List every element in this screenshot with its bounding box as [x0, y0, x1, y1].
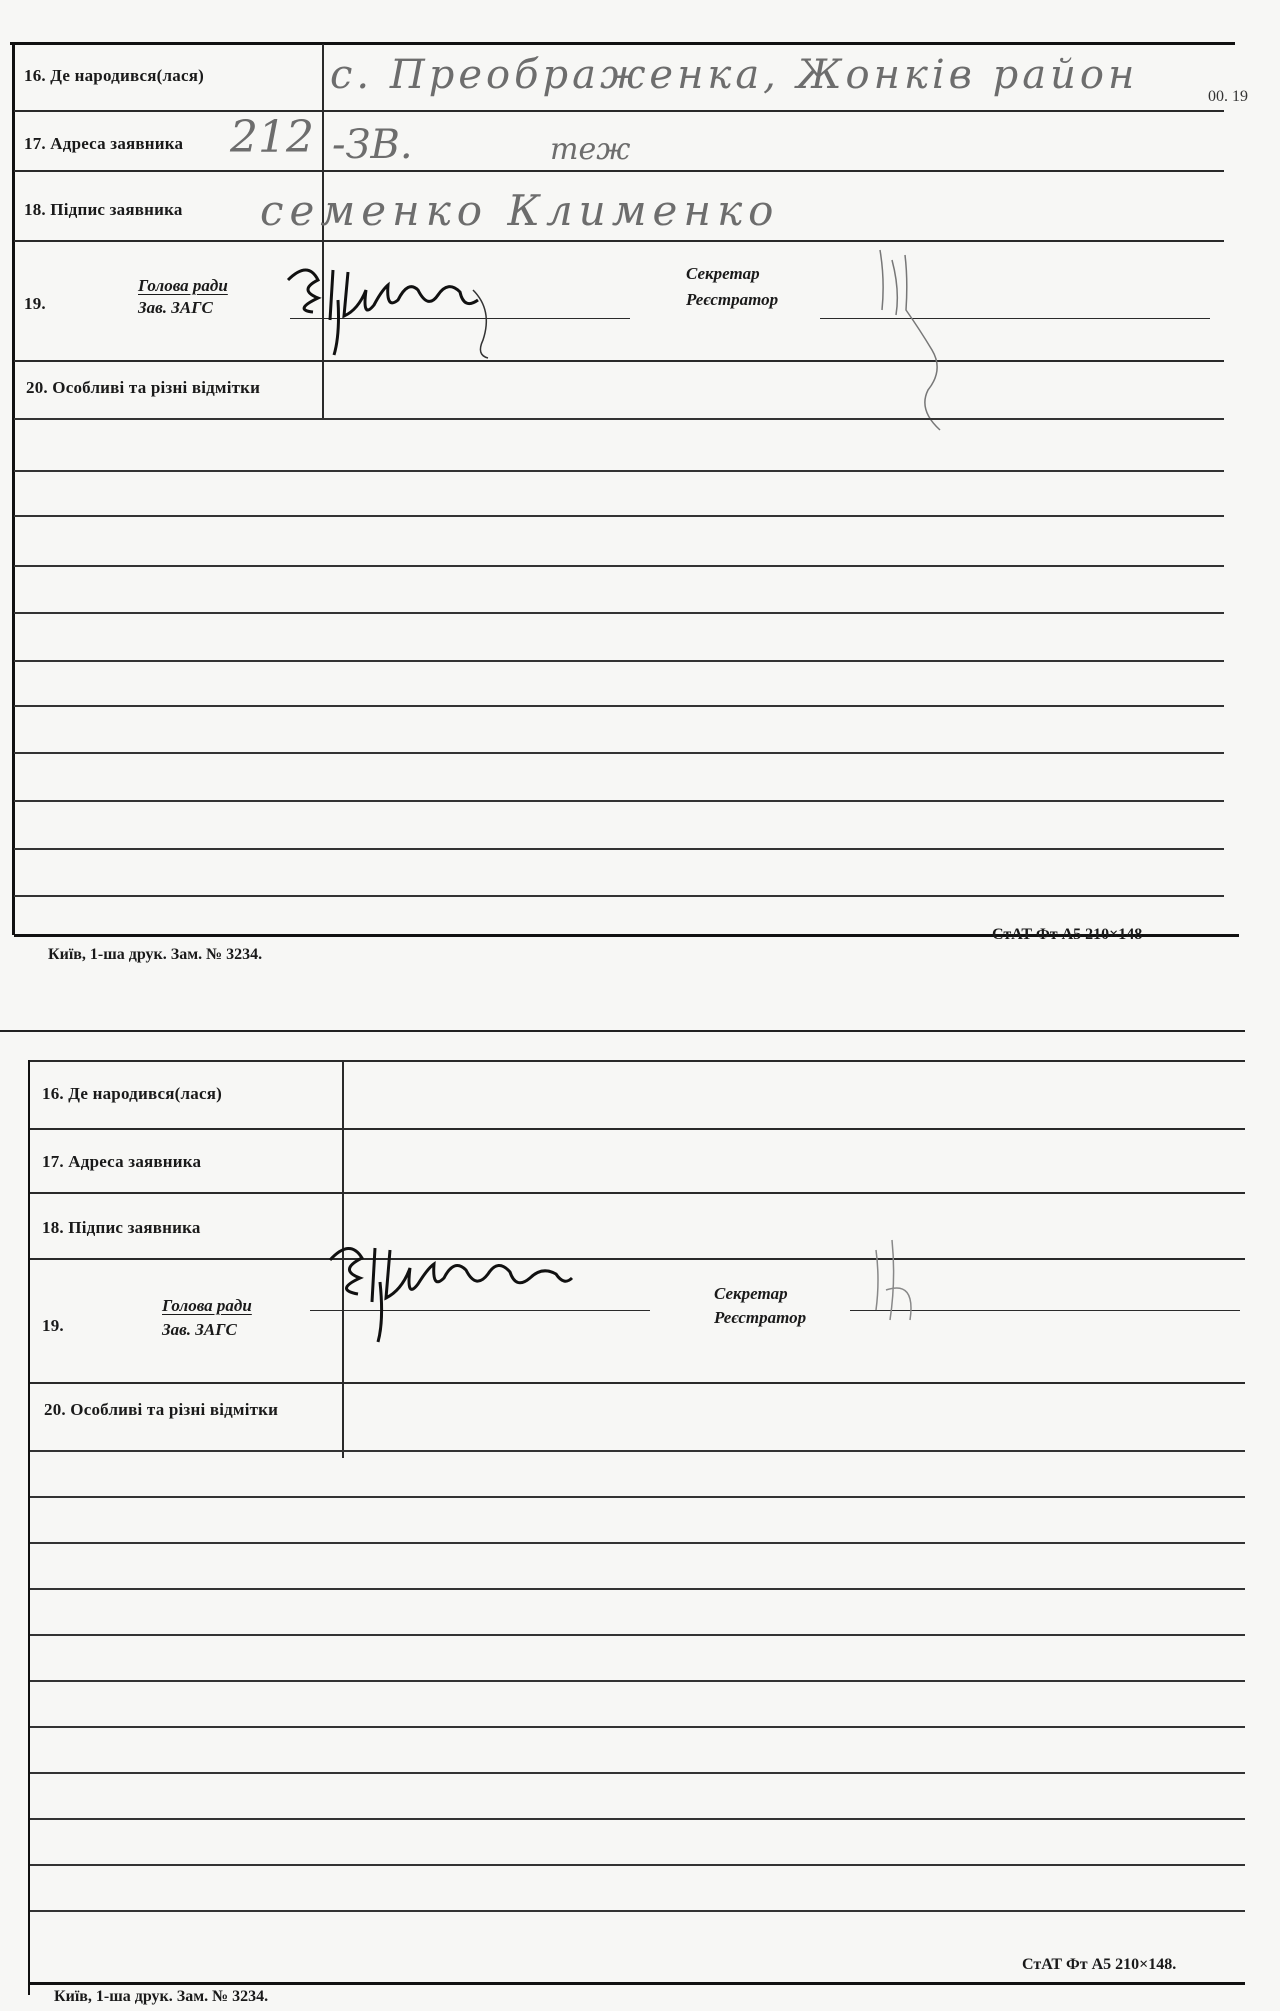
- field-notes-label: 20. Особливі та різні відмітки: [26, 378, 261, 397]
- role-registry: Зав. ЗАГС: [138, 298, 213, 317]
- form-bottom: [0, 1030, 1280, 2011]
- role-secretary: Секретар: [686, 264, 760, 283]
- note-line: [14, 800, 1224, 802]
- note-line: [30, 1634, 1245, 1636]
- role-head: Голова ради: [162, 1296, 252, 1315]
- note-line: [30, 1910, 1245, 1912]
- role-secretary: Секретар: [714, 1284, 788, 1303]
- note-line: [14, 470, 1224, 472]
- signature-head-top: [278, 250, 498, 360]
- note-line: [30, 1864, 1245, 1866]
- footer-printer: Київ, 1-ша друк. Зам. № 3234.: [54, 1988, 269, 2005]
- role-head: Голова ради: [138, 276, 228, 295]
- field-notes-label: 20. Особливі та різні відмітки: [44, 1400, 279, 1419]
- role-registry: Зав. ЗАГС: [162, 1320, 237, 1339]
- role-registrar: Реєстратор: [686, 290, 779, 309]
- note-line: [30, 1680, 1245, 1682]
- row-line: [14, 240, 1224, 242]
- field-address-label: 17. Адреса заявника: [24, 134, 184, 153]
- footer-format: СтАТ Фт А5 210×148: [992, 926, 1143, 943]
- field-address-label: 17. Адреса заявника: [42, 1152, 202, 1171]
- left-border: [28, 1060, 30, 1995]
- footer-printer: Київ, 1-ша друк. Зам. № 3234.: [48, 946, 263, 963]
- handwritten-address-extra: теж: [550, 132, 631, 167]
- signature-secretary-bottom: [856, 1230, 936, 1350]
- field-signature-label: 18. Підпис заявника: [42, 1218, 201, 1237]
- field-birthplace-label: 16. Де народився(лася): [42, 1084, 222, 1103]
- note-line: [14, 660, 1224, 662]
- signature-head-bottom: [320, 1230, 580, 1350]
- signature-secretary-top: [860, 240, 970, 440]
- note-line: [14, 565, 1224, 567]
- note-line: [14, 705, 1224, 707]
- row-line: [14, 360, 1224, 362]
- row-line: [30, 1060, 1245, 1062]
- row-line: [30, 1258, 1245, 1260]
- note-line: [14, 895, 1224, 897]
- field-19-label: 19.: [24, 294, 46, 313]
- note-line: [30, 1542, 1245, 1544]
- note-line: [14, 418, 1224, 420]
- field-birthplace-label: 16. Де народився(лася): [24, 66, 204, 85]
- note-line: [14, 612, 1224, 614]
- note-line: [14, 848, 1224, 850]
- edge-mark: 00. 19: [1208, 88, 1248, 105]
- row-line: [30, 1128, 1245, 1130]
- handwritten-address: -ЗВ.: [332, 122, 413, 168]
- note-line: [14, 515, 1224, 517]
- row-line: [14, 110, 1224, 112]
- footer-format: СтАТ Фт А5 210×148.: [1022, 1956, 1177, 1973]
- note-line: [30, 1772, 1245, 1774]
- form-top: [0, 0, 1280, 980]
- note-line: [30, 1588, 1245, 1590]
- row-line: [30, 1382, 1245, 1384]
- field-signature-label: 18. Підпис заявника: [24, 200, 183, 219]
- handwritten-signature: семенко Клименко: [260, 186, 780, 235]
- row-line: [30, 1192, 1245, 1194]
- row-line: [14, 170, 1224, 172]
- note-line: [28, 1982, 1245, 1985]
- note-line: [14, 752, 1224, 754]
- note-line: [30, 1450, 1245, 1452]
- field-19-label: 19.: [42, 1316, 64, 1335]
- note-line: [30, 1726, 1245, 1728]
- top-border: [10, 42, 1235, 45]
- handwritten-birthplace: с. Преображенка, Жонків район: [330, 52, 1139, 98]
- handwritten-address-number: 212: [230, 112, 314, 163]
- note-line: [30, 1818, 1245, 1820]
- note-line: [30, 1496, 1245, 1498]
- role-registrar: Реєстратор: [714, 1308, 807, 1327]
